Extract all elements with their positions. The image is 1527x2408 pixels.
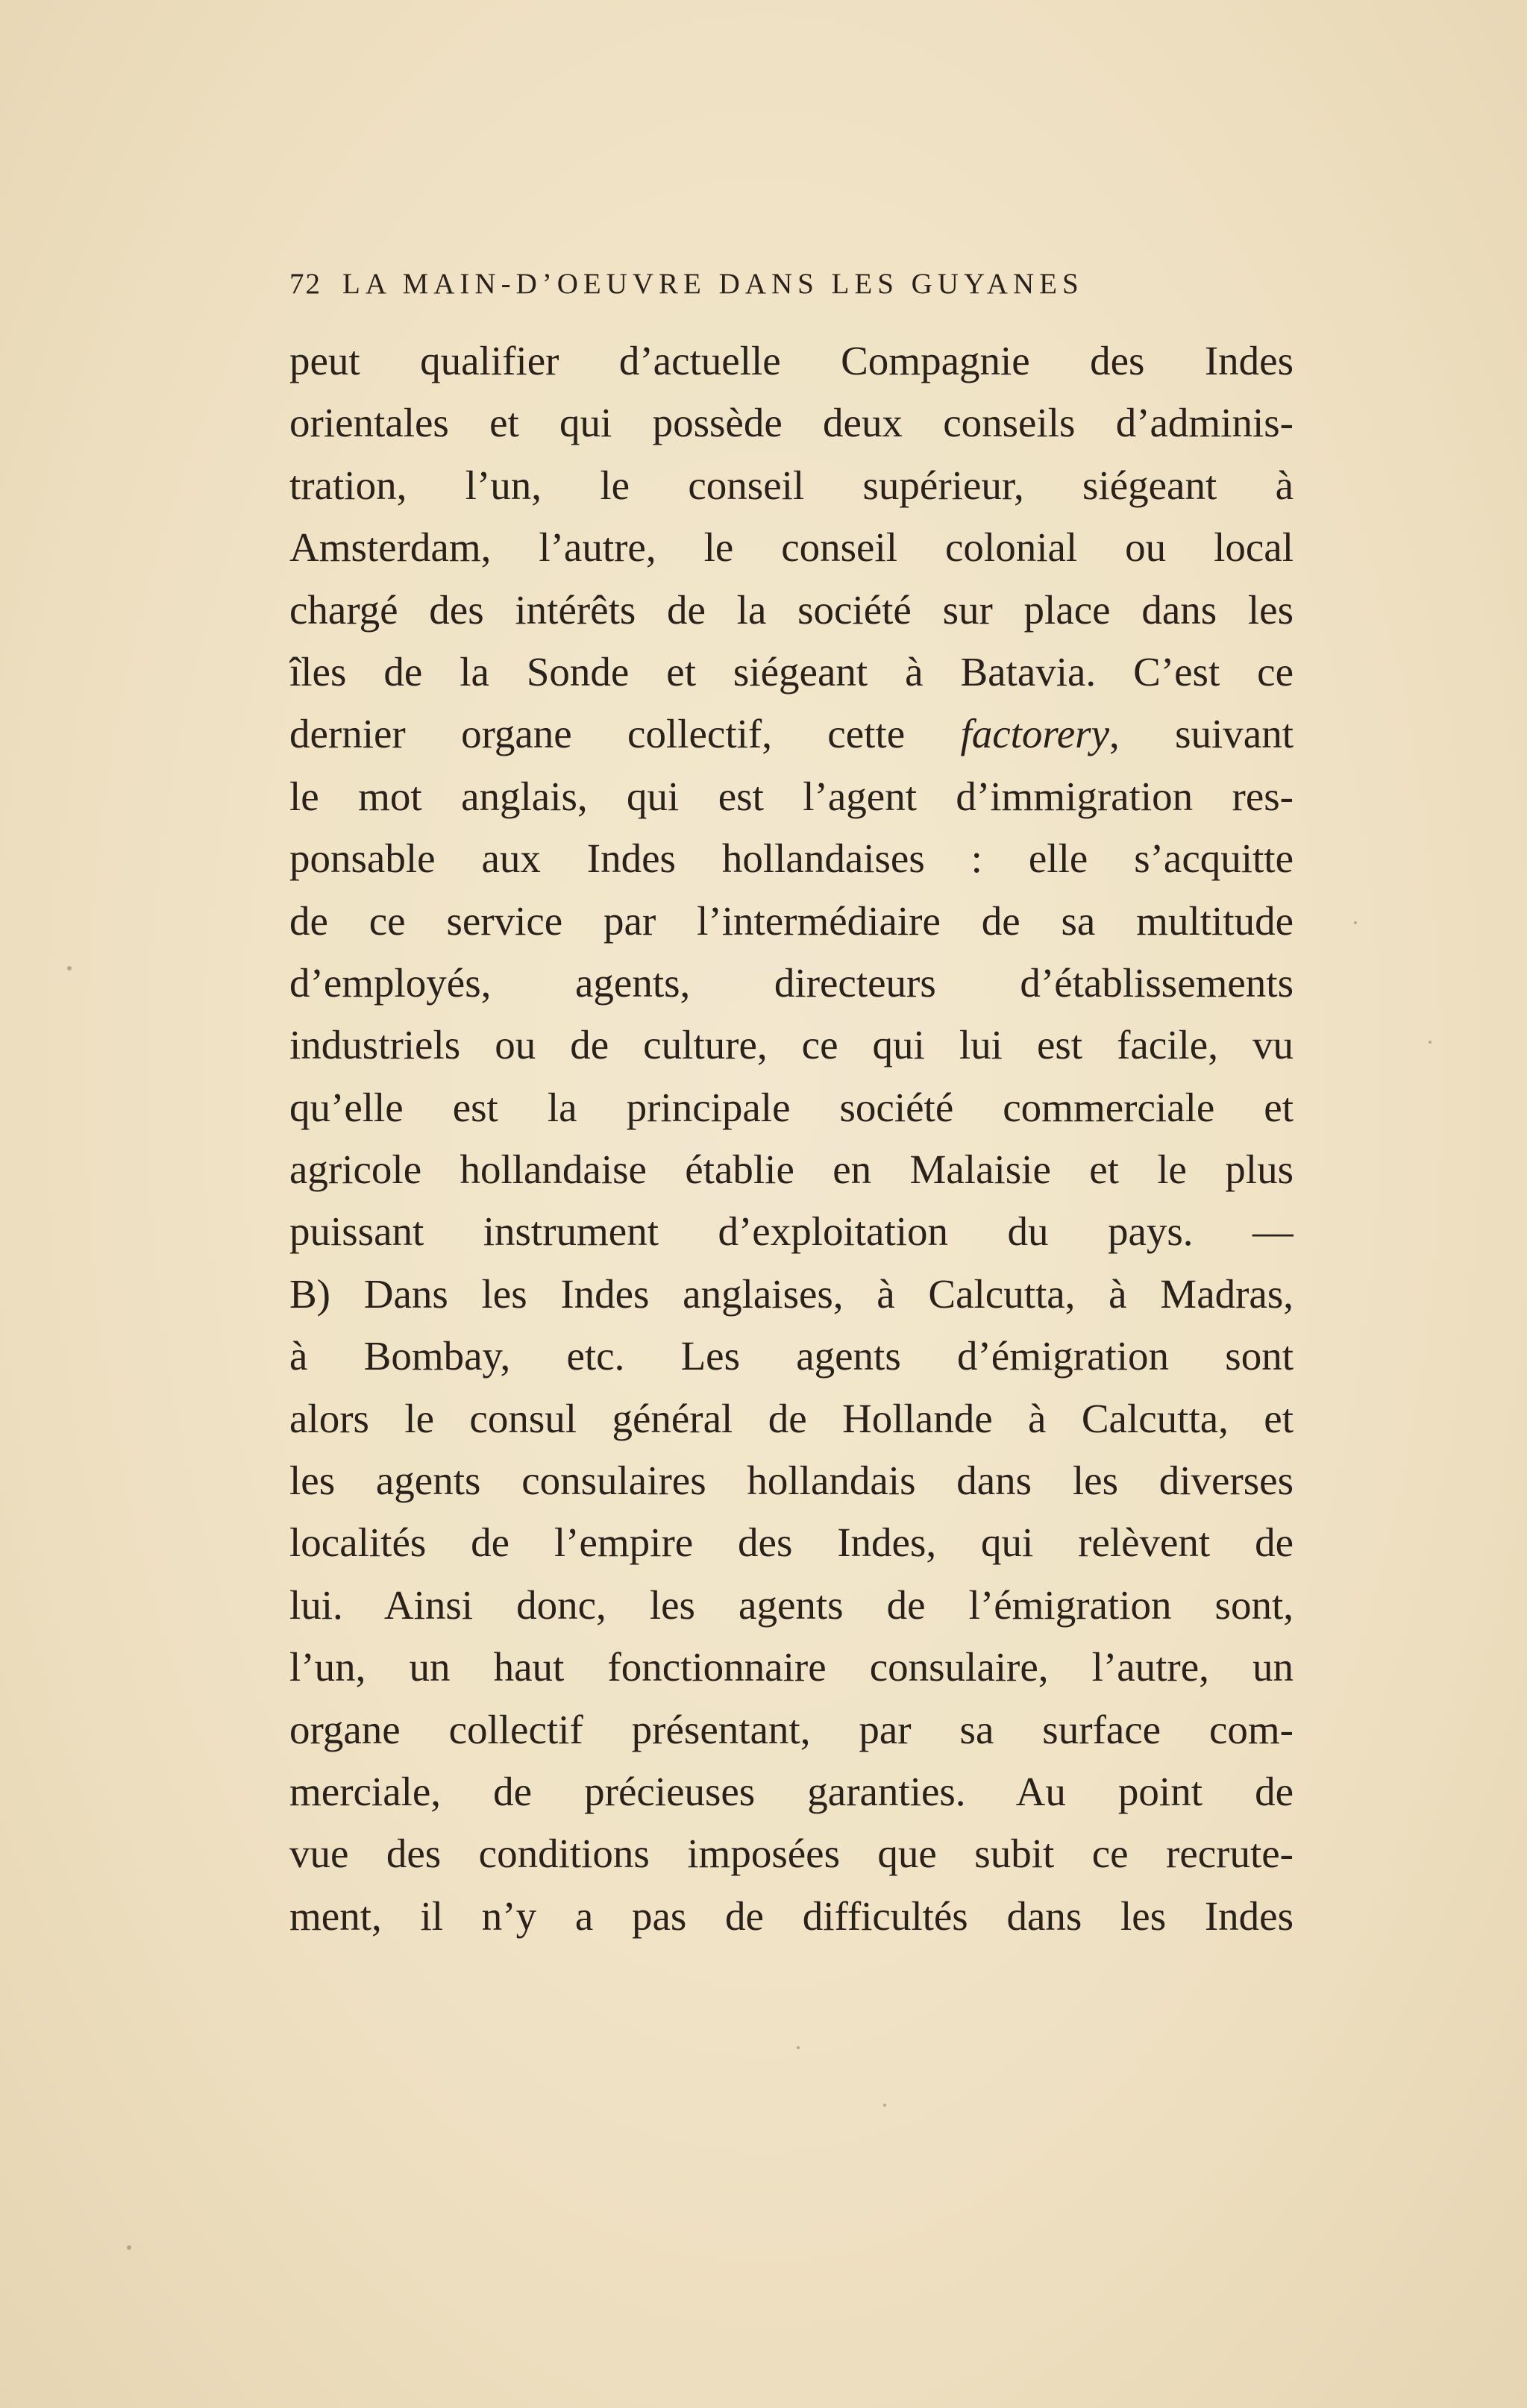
paper-speck [1354, 921, 1357, 924]
page-number: 72 [289, 267, 322, 300]
text-line: îles de la Sonde et siégeant à Batavia. C’est ce [289, 648, 1294, 695]
text-line: chargé des intérêts de la société sur place dans les [289, 586, 1294, 633]
italic-term: factorery [960, 711, 1110, 757]
text-line: d’employés, agents, directeurs d’établissements [289, 959, 1294, 1006]
text-line: l’un, un haut fonctionnaire consulaire, l’autre, un [289, 1644, 1294, 1690]
text-line: Amsterdam, l’autre, le conseil colonial ou local [289, 524, 1294, 571]
text-segment: dernier organe collectif, cette [289, 711, 961, 757]
text-line-with-italic [289, 703, 1294, 765]
running-head [289, 261, 1296, 306]
text-line: B) Dans les Indes anglaises, à Calcutta, à Madras, [289, 1270, 1294, 1317]
paper-speck [67, 966, 72, 971]
text-line: merciale, de précieuses garanties. Au point de [289, 1768, 1294, 1814]
text-line: organe collectif présentant, par sa surface com- [289, 1706, 1294, 1752]
text-line: à Bombay, etc. Les agents d’émigration sont [289, 1333, 1294, 1379]
text-line: de ce service par l’intermédiaire de sa multitude [289, 897, 1294, 944]
paper-speck [127, 2245, 131, 2250]
text-line: peut qualifier d’actuelle Compagnie des Indes [289, 338, 1294, 383]
text-line: qu’elle est la principale société commerciale et [289, 1084, 1294, 1130]
text-line: agricole hollandaise établie en Malaisie et le plus [289, 1147, 1294, 1193]
text-line: alors le consul général de Hollande à Calcutta, et [289, 1395, 1294, 1441]
body-text [289, 330, 1294, 1947]
text-line: orientales et qui possède deux conseils d’adminis- [289, 400, 1294, 446]
text-line: ponsable aux Indes hollandaises : elle s’acquitte [289, 835, 1294, 882]
text-line: puissant instrument d’exploitation du pays. — [289, 1208, 1294, 1255]
running-title: LA MAIN-D’OEUVRE DANS LES GUYANES [342, 267, 1084, 300]
text-line: lui. Ainsi donc, les agents de l’émigration sont, [289, 1581, 1294, 1628]
text-line: le mot anglais, qui est l’agent d’immigration res- [289, 773, 1294, 819]
text-line: localités de l’empire des Indes, qui relèvent de [289, 1520, 1294, 1566]
text-line: ment, il n’y a pas de difficultés dans les Indes [289, 1893, 1294, 1939]
text-line: vue des conditions imposées que subit ce recrute- [289, 1831, 1294, 1877]
text-line: industriels ou de culture, ce qui lui est facile, vu [289, 1022, 1294, 1068]
paper-speck [883, 2104, 886, 2107]
paper-speck [1429, 1041, 1432, 1044]
text-line: tration, l’un, le conseil supérieur, siégeant à [289, 462, 1294, 508]
text-segment: , suivant [1109, 711, 1294, 757]
paper-speck [797, 2046, 800, 2049]
text-line: les agents consulaires hollandais dans les diverses [289, 1458, 1294, 1504]
